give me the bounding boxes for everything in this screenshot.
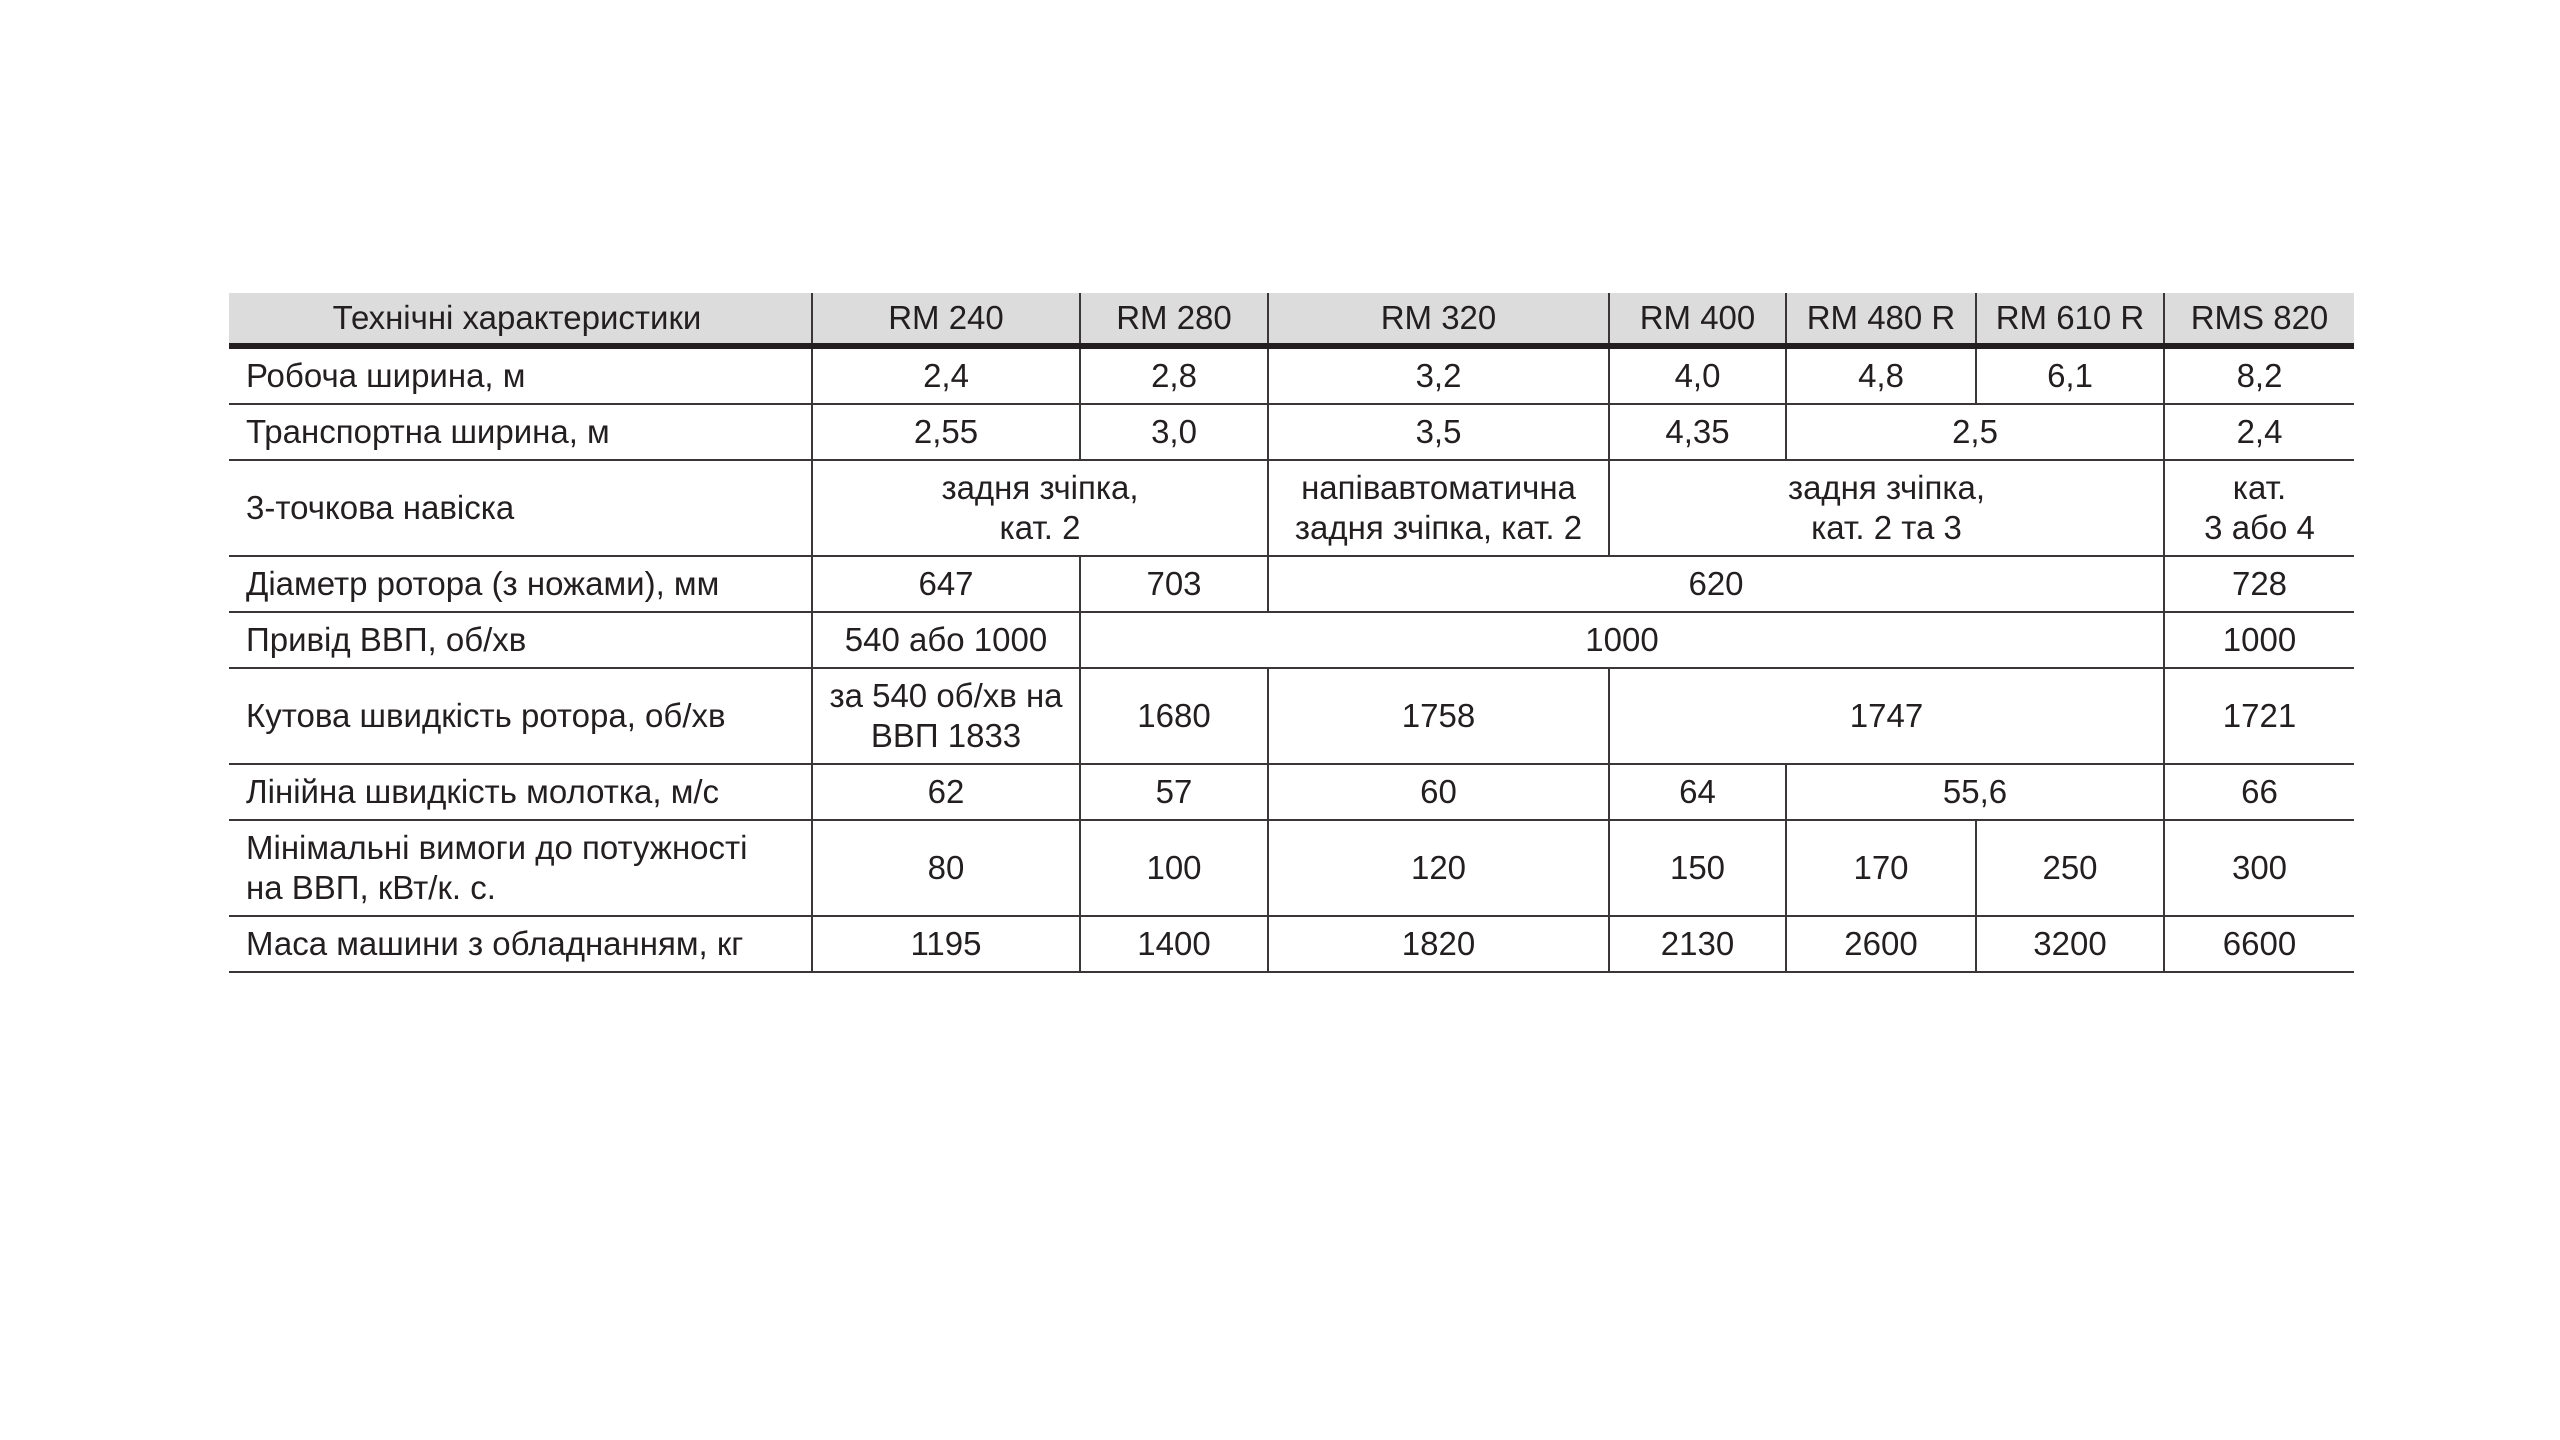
row-label: Маса машини з обладнанням, кг — [229, 916, 812, 972]
row-pto-drive — [229, 612, 2354, 668]
table-cell: 62 — [812, 764, 1080, 820]
row-rotor-diameter — [229, 556, 2354, 612]
row-label: Лінійна швидкість молотка, м/с — [229, 764, 812, 820]
table-cell: 6600 — [2164, 916, 2354, 972]
table-cell: 2,4 — [812, 346, 1080, 404]
specifications-table — [229, 293, 2354, 973]
table-cell: 3200 — [1976, 916, 2164, 972]
cell-line: задня зчіпка, кат. 2 — [1294, 509, 1583, 546]
table-cell — [2164, 460, 2354, 556]
row-transport-width — [229, 404, 2354, 460]
table-cell: 150 — [1609, 820, 1786, 916]
table-cell: 120 — [1268, 820, 1609, 916]
header-rm-610-r: RM 610 R — [1976, 293, 2164, 346]
table-cell — [812, 668, 1080, 764]
table-cell: 2,55 — [812, 404, 1080, 460]
header-rm-280: RM 280 — [1080, 293, 1268, 346]
table-cell: 6,1 — [1976, 346, 2164, 404]
cell-line: за 540 об/хв на — [829, 677, 1063, 714]
row-label — [229, 820, 812, 916]
table-cell: 8,2 — [2164, 346, 2354, 404]
table-cell: 1820 — [1268, 916, 1609, 972]
row-label: Транспортна ширина, м — [229, 404, 812, 460]
table-cell: 1758 — [1268, 668, 1609, 764]
row-machine-weight — [229, 916, 2354, 972]
table-cell: 80 — [812, 820, 1080, 916]
header-rm-480-r: RM 480 R — [1786, 293, 1976, 346]
cell-line: кат. 2 — [999, 509, 1081, 546]
row-label: Кутова швидкість ротора, об/хв — [229, 668, 812, 764]
table-cell: 1747 — [1609, 668, 2164, 764]
row-label: 3-точкова навіска — [229, 460, 812, 556]
table-cell: 100 — [1080, 820, 1268, 916]
header-rm-320: RM 320 — [1268, 293, 1609, 346]
cell-line: Мінімальні вимоги до потужності — [246, 829, 748, 866]
table-cell: 250 — [1976, 820, 2164, 916]
header-characteristics: Технічні характеристики — [229, 293, 812, 346]
table-cell: 1195 — [812, 916, 1080, 972]
table-cell: 3,0 — [1080, 404, 1268, 460]
table-cell: 3,2 — [1268, 346, 1609, 404]
table-cell — [1609, 460, 2164, 556]
cell-line: на ВВП, кВт/к. с. — [246, 869, 496, 906]
table-cell: 57 — [1080, 764, 1268, 820]
table-cell — [1268, 460, 1609, 556]
table-cell: 728 — [2164, 556, 2354, 612]
header-rms-820: RMS 820 — [2164, 293, 2354, 346]
table-cell: 3,5 — [1268, 404, 1609, 460]
table-cell: 2,4 — [2164, 404, 2354, 460]
row-label: Діаметр ротора (з ножами), мм — [229, 556, 812, 612]
cell-line: кат. 2 та 3 — [1811, 509, 1962, 546]
table-cell: 1680 — [1080, 668, 1268, 764]
cell-line: кат. — [2232, 469, 2287, 506]
row-hammer-linear-speed — [229, 764, 2354, 820]
table-cell — [812, 460, 1268, 556]
header-rm-240: RM 240 — [812, 293, 1080, 346]
row-rotor-angular-speed — [229, 668, 2354, 764]
table-cell: 4,8 — [1786, 346, 1976, 404]
table-cell: 703 — [1080, 556, 1268, 612]
header-rm-400: RM 400 — [1609, 293, 1786, 346]
cell-line: напівавтоматична — [1301, 469, 1576, 506]
table-cell: 620 — [1268, 556, 2164, 612]
table-cell: 1000 — [2164, 612, 2354, 668]
cell-line: задня зчіпка, — [941, 469, 1139, 506]
table-cell: 1400 — [1080, 916, 1268, 972]
table-cell: 55,6 — [1786, 764, 2164, 820]
table-cell: 540 або 1000 — [812, 612, 1080, 668]
table-cell: 4,0 — [1609, 346, 1786, 404]
table-cell: 60 — [1268, 764, 1609, 820]
row-label: Робоча ширина, м — [229, 346, 812, 404]
table-cell: 2600 — [1786, 916, 1976, 972]
table-cell: 2,8 — [1080, 346, 1268, 404]
table-cell: 647 — [812, 556, 1080, 612]
table-cell: 1721 — [2164, 668, 2354, 764]
table-cell: 300 — [2164, 820, 2354, 916]
cell-line: задня зчіпка, — [1787, 469, 1986, 506]
table-cell: 1000 — [1080, 612, 2164, 668]
header-row — [229, 293, 2354, 346]
row-min-power — [229, 820, 2354, 916]
table-cell: 64 — [1609, 764, 1786, 820]
row-label: Привід ВВП, об/хв — [229, 612, 812, 668]
table-cell: 2130 — [1609, 916, 1786, 972]
table-cell: 4,35 — [1609, 404, 1786, 460]
table-cell: 170 — [1786, 820, 1976, 916]
table-cell: 2,5 — [1786, 404, 2164, 460]
cell-line: ВВП 1833 — [870, 717, 1022, 754]
table-cell: 66 — [2164, 764, 2354, 820]
cell-line: 3 або 4 — [2204, 509, 2315, 546]
row-three-point-hitch — [229, 460, 2354, 556]
row-working-width — [229, 346, 2354, 404]
